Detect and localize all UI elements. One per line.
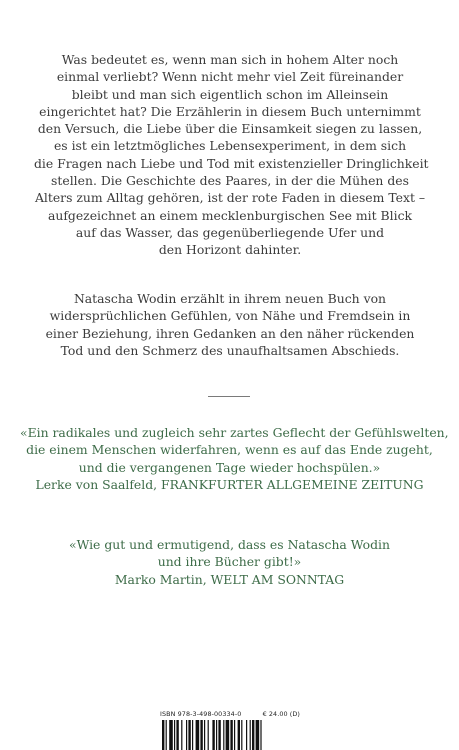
barcode-bar — [192, 720, 193, 750]
blurb-line: stellen. Die Geschichte des Paares, in der die Mühen des — [51, 173, 409, 189]
barcode-bar — [204, 720, 205, 750]
press-quote-2 — [20, 536, 439, 588]
barcode-bar — [196, 720, 200, 750]
blurb-line: Tod und den Schmerz des unaufhaltsamen Abschieds. — [60, 342, 400, 358]
blurb-line: es ist ein letztmögliches Lebensexperiment, in dem sich — [53, 138, 407, 154]
blurb-line: einer Beziehung, ihren Gedanken an den näher rückenden — [45, 325, 415, 341]
quote-source: Lerke von Saalfeld, FRANKFURTER ALLGEMEINE ZEITUNG — [35, 476, 424, 492]
quote-line: «Ein radikales und zugleich sehr zartes Geflecht der Gefühlswelten, — [20, 425, 449, 440]
barcode-bar — [166, 720, 167, 750]
blurb-line: aufgezeichnet an einem mecklenburgischen See mit Blick — [47, 207, 413, 223]
barcode-bar — [250, 720, 251, 750]
barcode-bar — [162, 720, 164, 750]
blurb-line: Alters zum Alltag gehören, ist der rote Faden in diesem Text – — [34, 190, 426, 206]
blurb-line: Natascha Wodin erzählt in ihrem neuen Buch von — [73, 291, 387, 306]
barcode-bar — [176, 720, 178, 750]
barcode-bar — [260, 720, 261, 750]
blurb-line: den Horizont dahinter. — [158, 242, 302, 258]
blurb-line: auf das Wasser, das gegenüberliegende Ufer und — [75, 224, 385, 240]
barcode-bar — [246, 720, 247, 750]
barcode-bar — [223, 720, 224, 750]
blurb-paragraph-2 — [34, 290, 426, 359]
barcode-graphic — [162, 720, 298, 750]
quote-source: Marko Martin, WELT AM SONNTAG — [114, 571, 345, 587]
blurb-line: widersprüchlichen Gefühlen, von Nähe und Fremdsein in — [49, 308, 411, 324]
blurb-line: die Fragen nach Liebe und Tod mit existenzieller Dringlichkeit — [34, 155, 429, 171]
barcode-bar — [174, 720, 175, 750]
barcode-bar — [256, 720, 260, 750]
quote-line: «Wie gut und ermutigend, dass es Natascha Wodin — [68, 537, 390, 552]
blurb-line: den Versuch, die Liebe über die Einsamkeit siegen zu lassen, — [37, 121, 423, 137]
isbn-number: ISBN 978-3-498-00334-0 — [160, 710, 242, 718]
press-quote-1 — [20, 424, 449, 493]
barcode-bar — [218, 720, 220, 750]
barcode-bar — [252, 720, 254, 750]
quote-line: die einem Menschen widerfahren, wenn es auf das Ende zugeht, — [26, 442, 433, 458]
section-divider — [208, 396, 250, 397]
blurb-paragraph-1 — [34, 51, 429, 259]
barcode-bar — [188, 720, 190, 750]
barcode-bar — [226, 720, 230, 750]
barcode-bar — [200, 720, 202, 750]
blurb-line: Was bedeutet es, wenn man sich in hohem Alter noch — [61, 52, 399, 67]
barcode-bar — [169, 720, 173, 750]
blurb-line: bleibt und man sich eigentlich schon im Alleinsein — [71, 86, 389, 102]
blurb-line: eingerichtet hat? Die Erzählerin in diesem Buch unternimmt — [39, 103, 421, 119]
quote-line: und die vergangenen Tage wieder hochspülen.» — [78, 459, 381, 475]
quote-line: und ihre Bücher gibt!» — [157, 554, 302, 570]
barcode-bar — [234, 720, 235, 750]
barcode-bar — [230, 720, 232, 750]
price-label: € 24.00 (D) — [262, 710, 300, 718]
barcode-bar — [238, 720, 240, 750]
barcode-block — [160, 710, 300, 750]
isbn-line — [160, 710, 300, 718]
barcode-bar — [208, 720, 209, 750]
barcode-bar — [241, 720, 242, 750]
barcode-bar — [181, 720, 182, 750]
barcode-bar — [212, 720, 214, 750]
barcode-bar — [216, 720, 217, 750]
barcode-bar — [186, 720, 187, 750]
blurb-line: einmal verliebt? Wenn nicht mehr viel Zeit füreinander — [56, 69, 404, 85]
